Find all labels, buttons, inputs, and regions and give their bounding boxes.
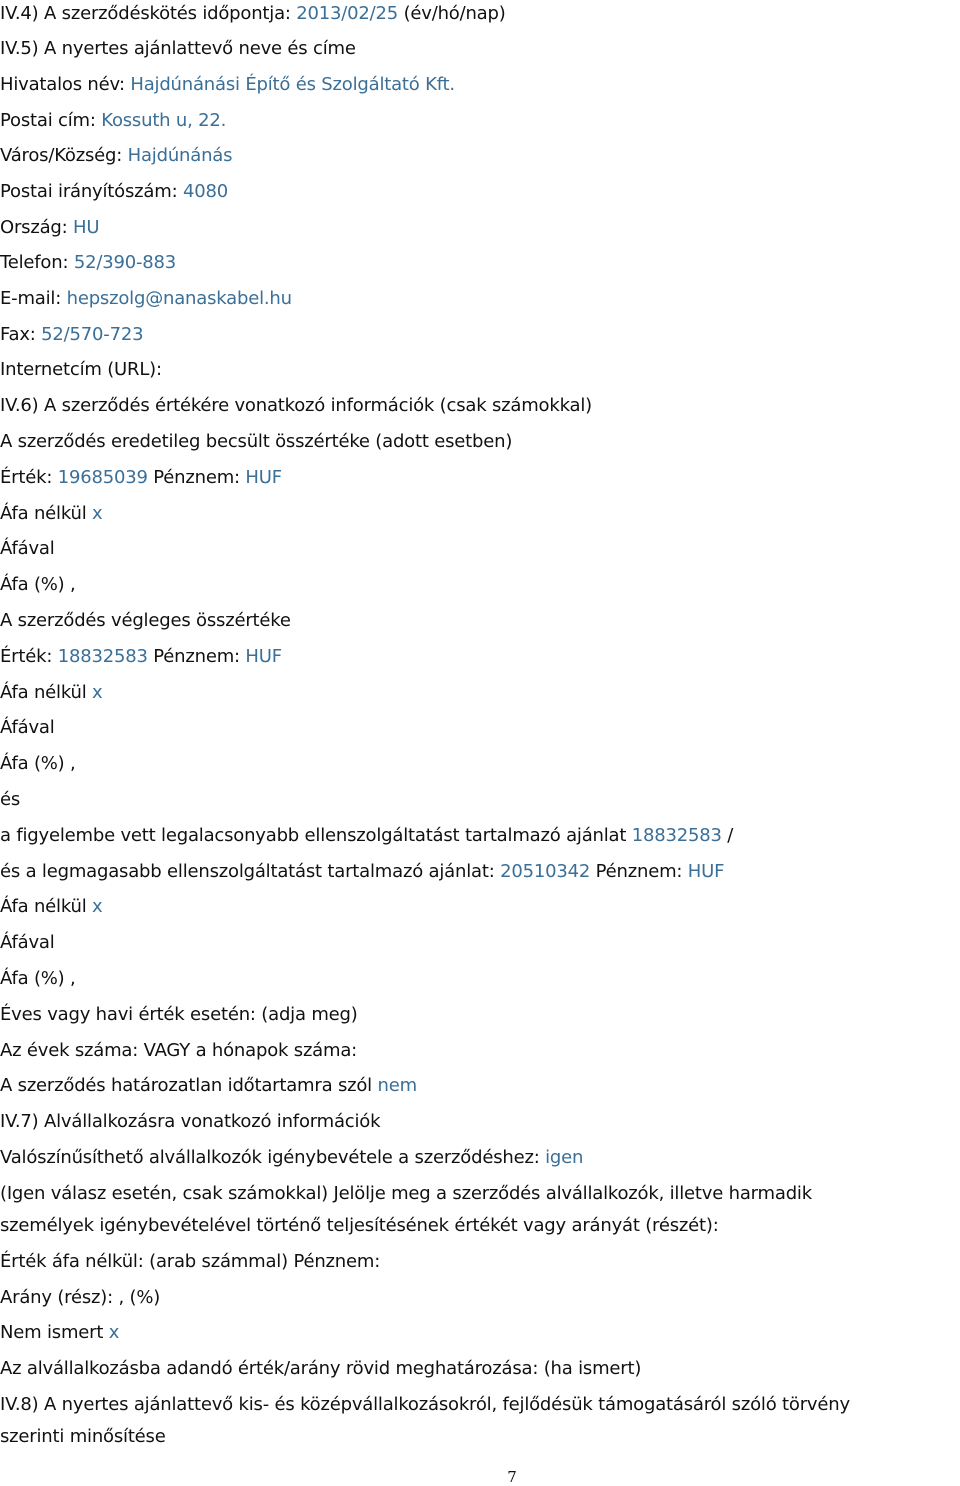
offer-currency: HUF [687, 861, 725, 882]
sme-line-1: IV.8) A nyertes ajánlattevő kis- és középvállalkozásokról, fejlődésük támogatásáról szóló törvény [0, 1394, 850, 1415]
final-vat-rate-line: Áfa (%) , [0, 753, 76, 774]
offer-vat-rate-line: Áfa (%) , [0, 968, 76, 989]
contract-date: 2013/02/25 [296, 3, 399, 24]
url-line: Internetcím (URL): [0, 359, 162, 380]
estimated-heading: A szerződés eredetileg becsült összértéke (adott esetben) [0, 431, 513, 452]
email-line: E-mail: hepszolg@nanaskabel.hu [0, 288, 292, 309]
highest-offer-value: 20510342 [500, 861, 591, 882]
offer-vat-incl-line: Áfával [0, 932, 55, 953]
estimated-vat-incl-line: Áfával [0, 538, 55, 559]
annual-line: Éves vagy havi érték esetén: (adja meg) [0, 1004, 358, 1025]
final-vat-excl-line: Áfa nélkül x [0, 682, 103, 703]
phone: 52/390-883 [73, 252, 177, 273]
estimated-vat-excl-line: Áfa nélkül x [0, 503, 103, 524]
city: Hajdúnánás [127, 145, 233, 166]
subcontract-ratio-line: Arány (rész): , (%) [0, 1287, 161, 1308]
official-name-line: Hivatalos név: Hajdúnánási Építő és Szolgáltató Kft. [0, 74, 455, 95]
indefinite-line: A szerződés határozatlan időtartamra szól nem [0, 1075, 417, 1096]
final-vat-incl-line: Áfával [0, 717, 55, 738]
years-line: Az évek száma: VAGY a hónapok száma: [0, 1040, 358, 1061]
subcontract-value-line: Érték áfa nélkül: (arab számmal) Pénznem: [0, 1251, 381, 1272]
highest-offer-line: és a legmagasabb ellenszolgáltatást tartalmazó ajánlat: 20510342 Pénznem: HUF [0, 861, 725, 882]
subcontract-likely-value: igen [545, 1147, 584, 1168]
value-heading: IV.6) A szerződés értékére vonatkozó információk (csak számokkal) [0, 395, 592, 416]
lowest-offer-value: 18832583 [631, 825, 722, 846]
estimated-vat-excl-mark: x [92, 503, 103, 524]
estimated-currency: HUF [245, 467, 282, 488]
final-vat-excl-mark: x [92, 682, 103, 703]
final-currency: HUF [245, 646, 282, 667]
zip-code: 4080 [182, 181, 228, 202]
final-value: 18832583 [57, 646, 148, 667]
subcontract-description-line: Az alvállalkozásba adandó érték/arány rövid meghatározása: (ha ismert) [0, 1358, 642, 1379]
subcontract-yes-line-2: személyek igénybevételével történő teljesítésének értékét vagy arányát (részét): [0, 1215, 719, 1236]
final-heading: A szerződés végleges összértéke [0, 610, 291, 631]
fax: 52/570-723 [41, 324, 144, 345]
subcontract-unknown-mark: x [108, 1322, 120, 1343]
winner-heading: IV.5) A nyertes ajánlattevő neve és címe [0, 38, 356, 59]
subcontract-yes-line-1: (Igen válasz esetén, csak számokkal) Jelölje meg a szerződés alvállalkozók, illetve harmadik [0, 1183, 812, 1204]
contract-date-line: IV.4) A szerződéskötés időpontja: 2013/02/25 (év/hó/nap) [0, 3, 506, 24]
postal-address: Kossuth u, 22. [101, 110, 227, 131]
email: hepszolg@nanaskabel.hu [66, 288, 292, 309]
final-value-line: Érték: 18832583 Pénznem: HUF [0, 646, 282, 667]
country: HU [73, 217, 100, 238]
subcontract-unknown-line: Nem ismert x [0, 1322, 120, 1343]
city-line: Város/Község: Hajdúnánás [0, 145, 233, 166]
offer-vat-excl-line: Áfa nélkül x [0, 896, 103, 917]
offer-vat-excl-mark: x [92, 896, 103, 917]
official-name: Hajdúnánási Építő és Szolgáltató Kft. [130, 74, 455, 95]
page-number: 7 [507, 1468, 517, 1486]
estimated-value: 19685039 [57, 467, 148, 488]
phone-line: Telefon: 52/390-883 [0, 252, 177, 273]
fax-line: Fax: 52/570-723 [0, 324, 144, 345]
subcontract-likely-line: Valószínűsíthető alvállalkozók igénybevétele a szerződéshez: igen [0, 1147, 584, 1168]
and-line: és [0, 789, 21, 810]
subcontract-heading: IV.7) Alvállalkozásra vonatkozó információk [0, 1111, 381, 1132]
postal-address-line: Postai cím: Kossuth u, 22. [0, 110, 227, 131]
sme-line-2: szerinti minősítése [0, 1426, 166, 1447]
estimated-vat-rate-line: Áfa (%) , [0, 574, 76, 595]
indefinite-value: nem [377, 1075, 417, 1096]
zip-line: Postai irányítószám: 4080 [0, 181, 228, 202]
estimated-value-line: Érték: 19685039 Pénznem: HUF [0, 467, 282, 488]
country-line: Ország: HU [0, 217, 100, 238]
lowest-offer-line: a figyelembe vett legalacsonyabb ellenszolgáltatást tartalmazó ajánlat 18832583 / [0, 825, 734, 846]
